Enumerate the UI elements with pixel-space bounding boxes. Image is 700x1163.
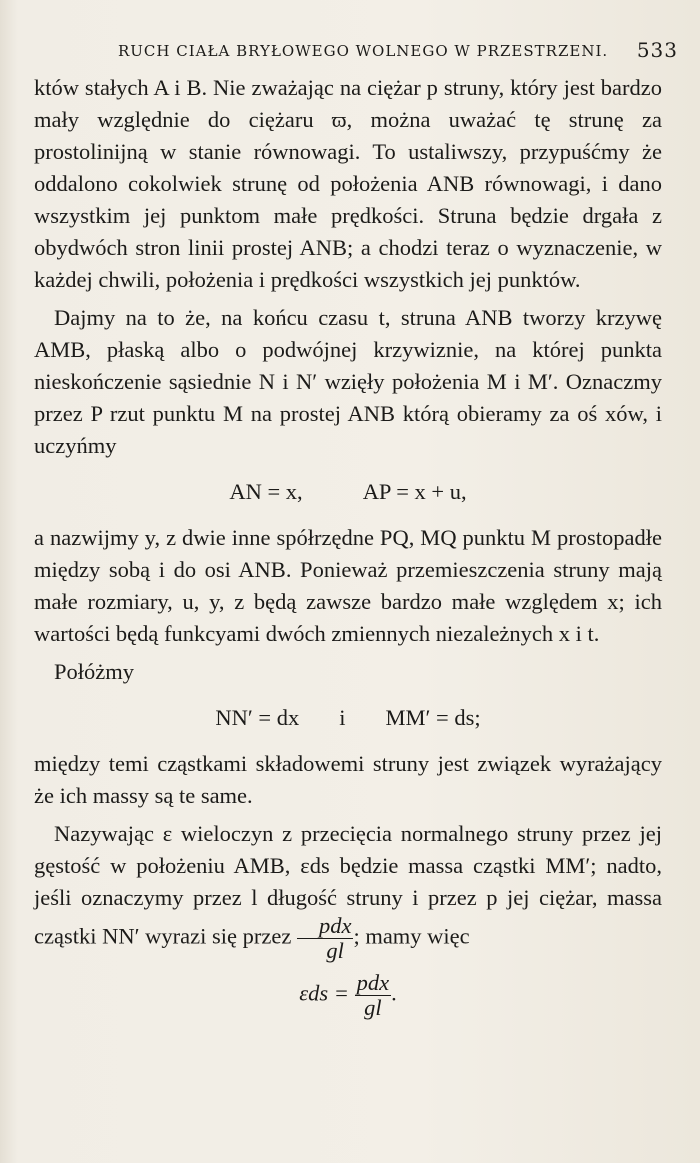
equation-an-ap <box>34 476 662 508</box>
page-header <box>118 38 678 64</box>
paragraph-6-tail: ; mamy więc <box>353 923 470 949</box>
equation-mass-left: εds = <box>299 980 349 1006</box>
paragraph-6 <box>34 818 662 963</box>
paragraph-3: a nazwijmy y, z dwie inne spółrzędne PQ, MQ punktu M prostopadłe między sobą i do osi ANB. Ponieważ przemieszczenia struny mają małe rozmiary, u, y, z będą zawsze bardzo małe względem x; ich wartości będą funkcyami dwóch zmiennych niezależnych x i t. <box>34 525 662 646</box>
equation-mass <box>34 971 662 1020</box>
equation-and: i <box>339 705 346 730</box>
equation-mm: MM′ = ds; <box>385 705 481 730</box>
equation-mass-numerator: pdx <box>356 970 390 995</box>
equation-mass-denominator: gl <box>364 995 382 1020</box>
equation-ap: AP = x + u, <box>362 479 467 504</box>
mass-fraction-denominator: gl <box>326 938 344 963</box>
paragraph-2: Dajmy na to że, na końcu czasu t, struna ANB tworzy krzywę AMB, płaską albo o podwójnej krzywiznie, na której punkta nieskończenie sąsiednie N i N′ wzięły położenia M i M′. Oznaczmy przez P rzut punktu M na prostej ANB którą obieramy za oś xów, i uczyńmy <box>34 305 662 458</box>
equation-an: AN = x, <box>229 479 303 504</box>
equation-mass-end: . <box>391 980 397 1006</box>
mass-fraction <box>297 914 354 963</box>
equation-nn-mm <box>34 702 662 734</box>
paragraph-4: Połóżmy <box>54 659 135 684</box>
mass-fraction-numerator: pdx <box>297 914 354 939</box>
page-body <box>34 72 662 1034</box>
equation-nn: NN′ = dx <box>215 705 300 730</box>
page-number: 533 <box>636 38 678 62</box>
paragraph-1: któw stałych A i B. Nie zważając na ciężar p struny, który jest bardzo mały względnie do ciężaru ϖ, można uważać tę strunę za prostolinijną w stanie równowagi. To ustaliwszy, przypuśćmy że oddalono cokolwiek strunę od położenia ANB równowagi, i dano wszystkim jej punktom małe prędkości. Struna będzie drgała z obydwóch stron linii prostej ANB; a chodzi teraz o wyznaczenie, w każdej chwili, położenia i prędkości wszystkich jej punktów. <box>34 75 662 292</box>
equation-mass-fraction <box>355 971 392 1020</box>
running-title: RUCH CIAŁA BRYŁOWEGO WOLNEGO W PRZESTRZENI. <box>118 42 609 60</box>
paragraph-6-text: Nazywając ε wieloczyn z przecięcia normalnego struny przez jej gęstość w położeniu AMB, εds będzie massa cząstki MM′; nadto, jeśli oznaczymy przez l długość struny i przez p jej ciężar, massa cząstki NN′ wyrazi się przez <box>34 821 662 949</box>
paragraph-5: między temi cząstkami składowemi struny jest związek wyrażający że ich massy są te same. <box>34 751 662 808</box>
